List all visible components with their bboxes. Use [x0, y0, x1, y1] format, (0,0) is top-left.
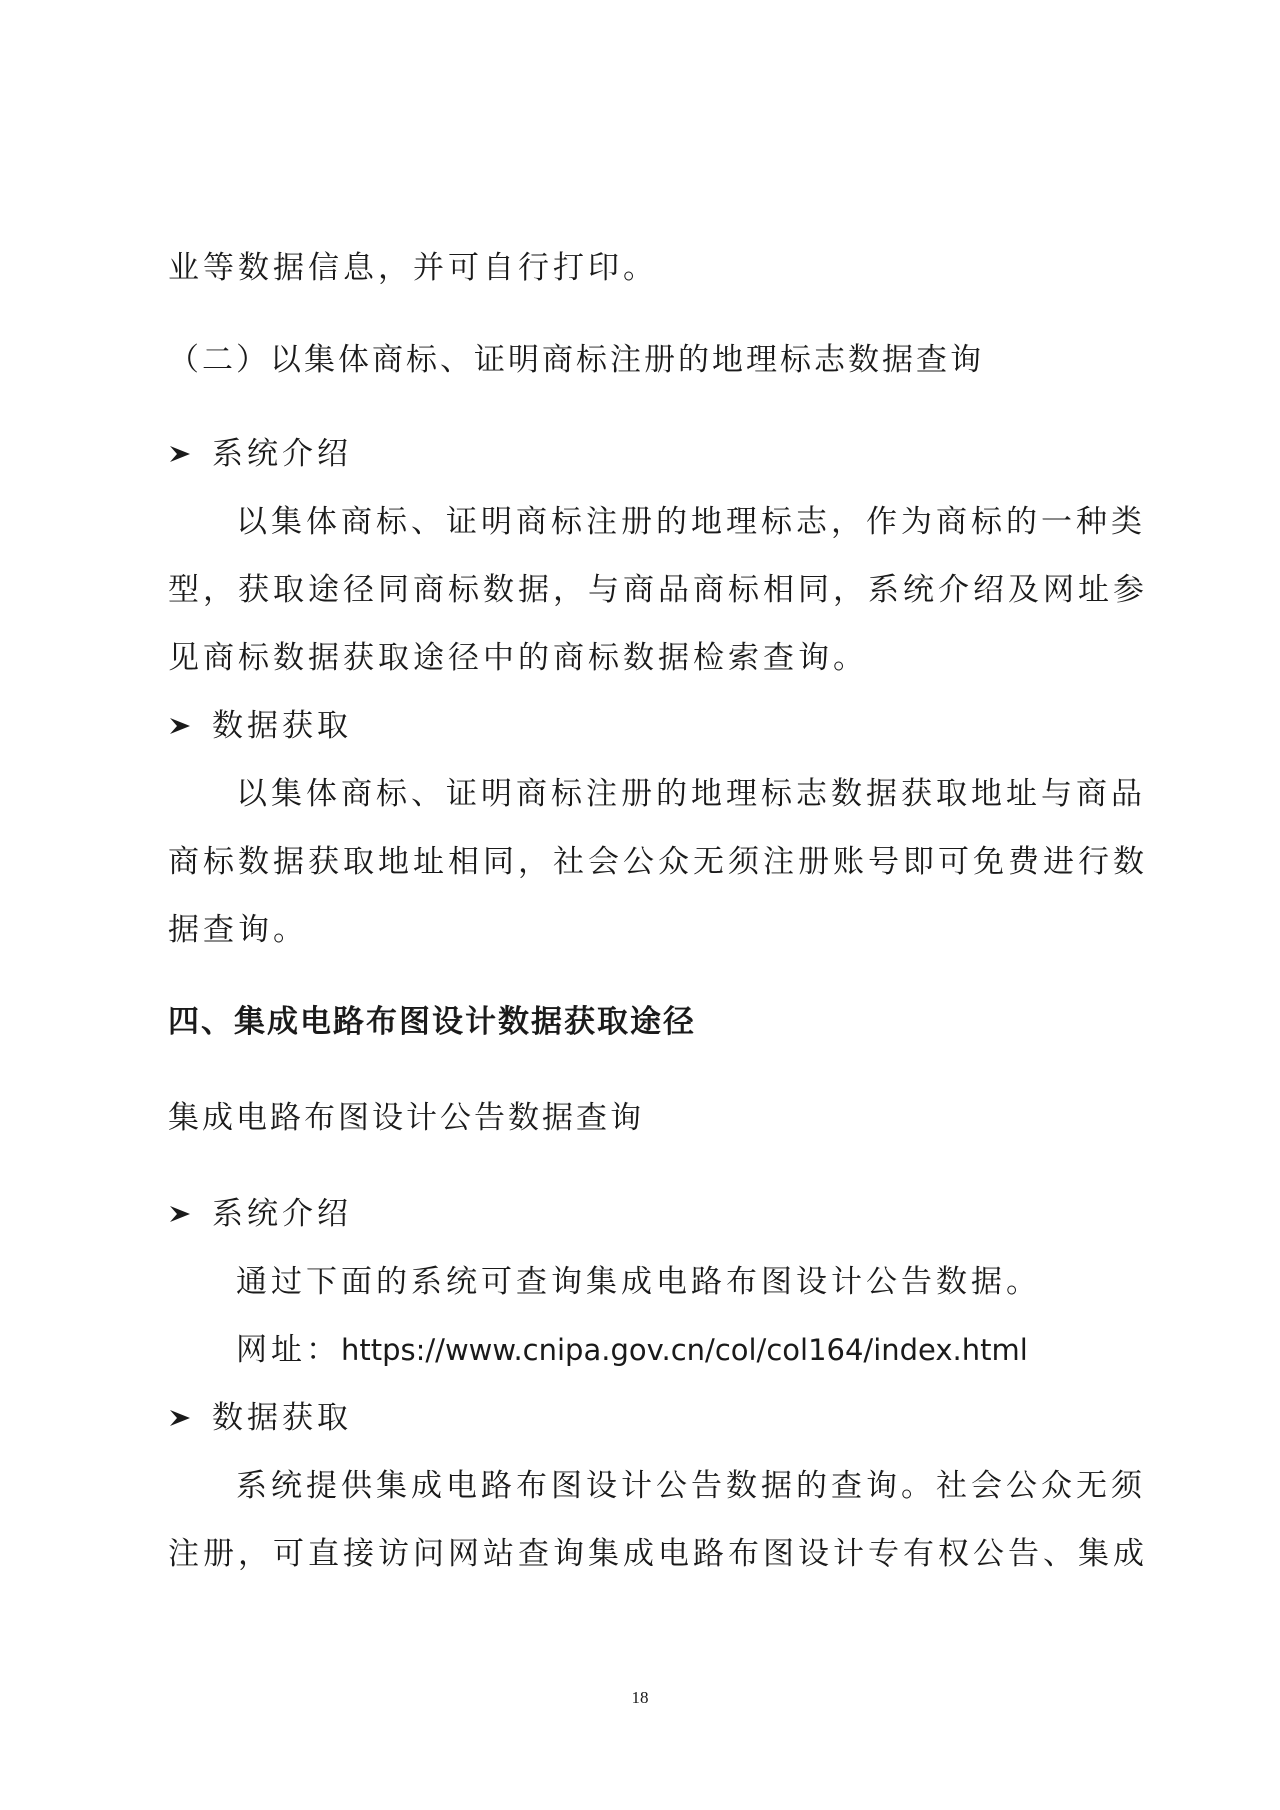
paragraph-line: 商标数据获取地址相同，社会公众无须注册账号即可免费进行数: [168, 844, 1148, 880]
bullet-system-intro: [168, 434, 1118, 474]
url-label: 网址：: [236, 1332, 341, 1368]
bullet-data-acquire: [168, 1398, 1118, 1438]
arrow-bullet-icon: [168, 714, 192, 738]
arrow-bullet-icon: [168, 1406, 192, 1430]
paragraph-line: 注册，可直接访问网站查询集成电路布图设计专有权公告、集成: [168, 1536, 1148, 1572]
url-line: [236, 1330, 1116, 1370]
page-number: 18: [631, 1688, 649, 1707]
section-subheading: （二）以集体商标、证明商标注册的地理标志数据查询: [168, 342, 984, 378]
bullet-label: 数据获取: [212, 1400, 352, 1436]
paragraph-line: 通过下面的系统可查询集成电路布图设计公告数据。: [236, 1264, 1041, 1300]
section-heading: 四、集成电路布图设计数据获取途径: [168, 1004, 696, 1040]
bullet-label: 系统介绍: [212, 1196, 352, 1232]
bullet-data-acquire: [168, 706, 1118, 746]
section-subheading: 集成电路布图设计公告数据查询: [168, 1100, 644, 1136]
url-link[interactable]: https://www.cnipa.gov.cn/col/col164/index.html: [341, 1333, 1028, 1367]
bullet-label: 系统介绍: [212, 436, 352, 472]
bullet-system-intro: [168, 1194, 1118, 1234]
paragraph-line: 以集体商标、证明商标注册的地理标志，作为商标的一种类: [236, 504, 1146, 540]
bullet-label: 数据获取: [212, 708, 352, 744]
body-text-line: 业等数据信息，并可自行打印。: [168, 250, 658, 286]
paragraph-line: 以集体商标、证明商标注册的地理标志数据获取地址与商品: [236, 776, 1146, 812]
arrow-bullet-icon: [168, 442, 192, 466]
paragraph-line: 型，获取途径同商标数据，与商品商标相同，系统介绍及网址参: [168, 572, 1148, 608]
paragraph-line: 系统提供集成电路布图设计公告数据的查询。社会公众无须: [236, 1468, 1146, 1504]
paragraph-line: 据查询。: [168, 912, 308, 948]
paragraph-line: 见商标数据获取途径中的商标数据检索查询。: [168, 640, 868, 676]
arrow-bullet-icon: [168, 1202, 192, 1226]
